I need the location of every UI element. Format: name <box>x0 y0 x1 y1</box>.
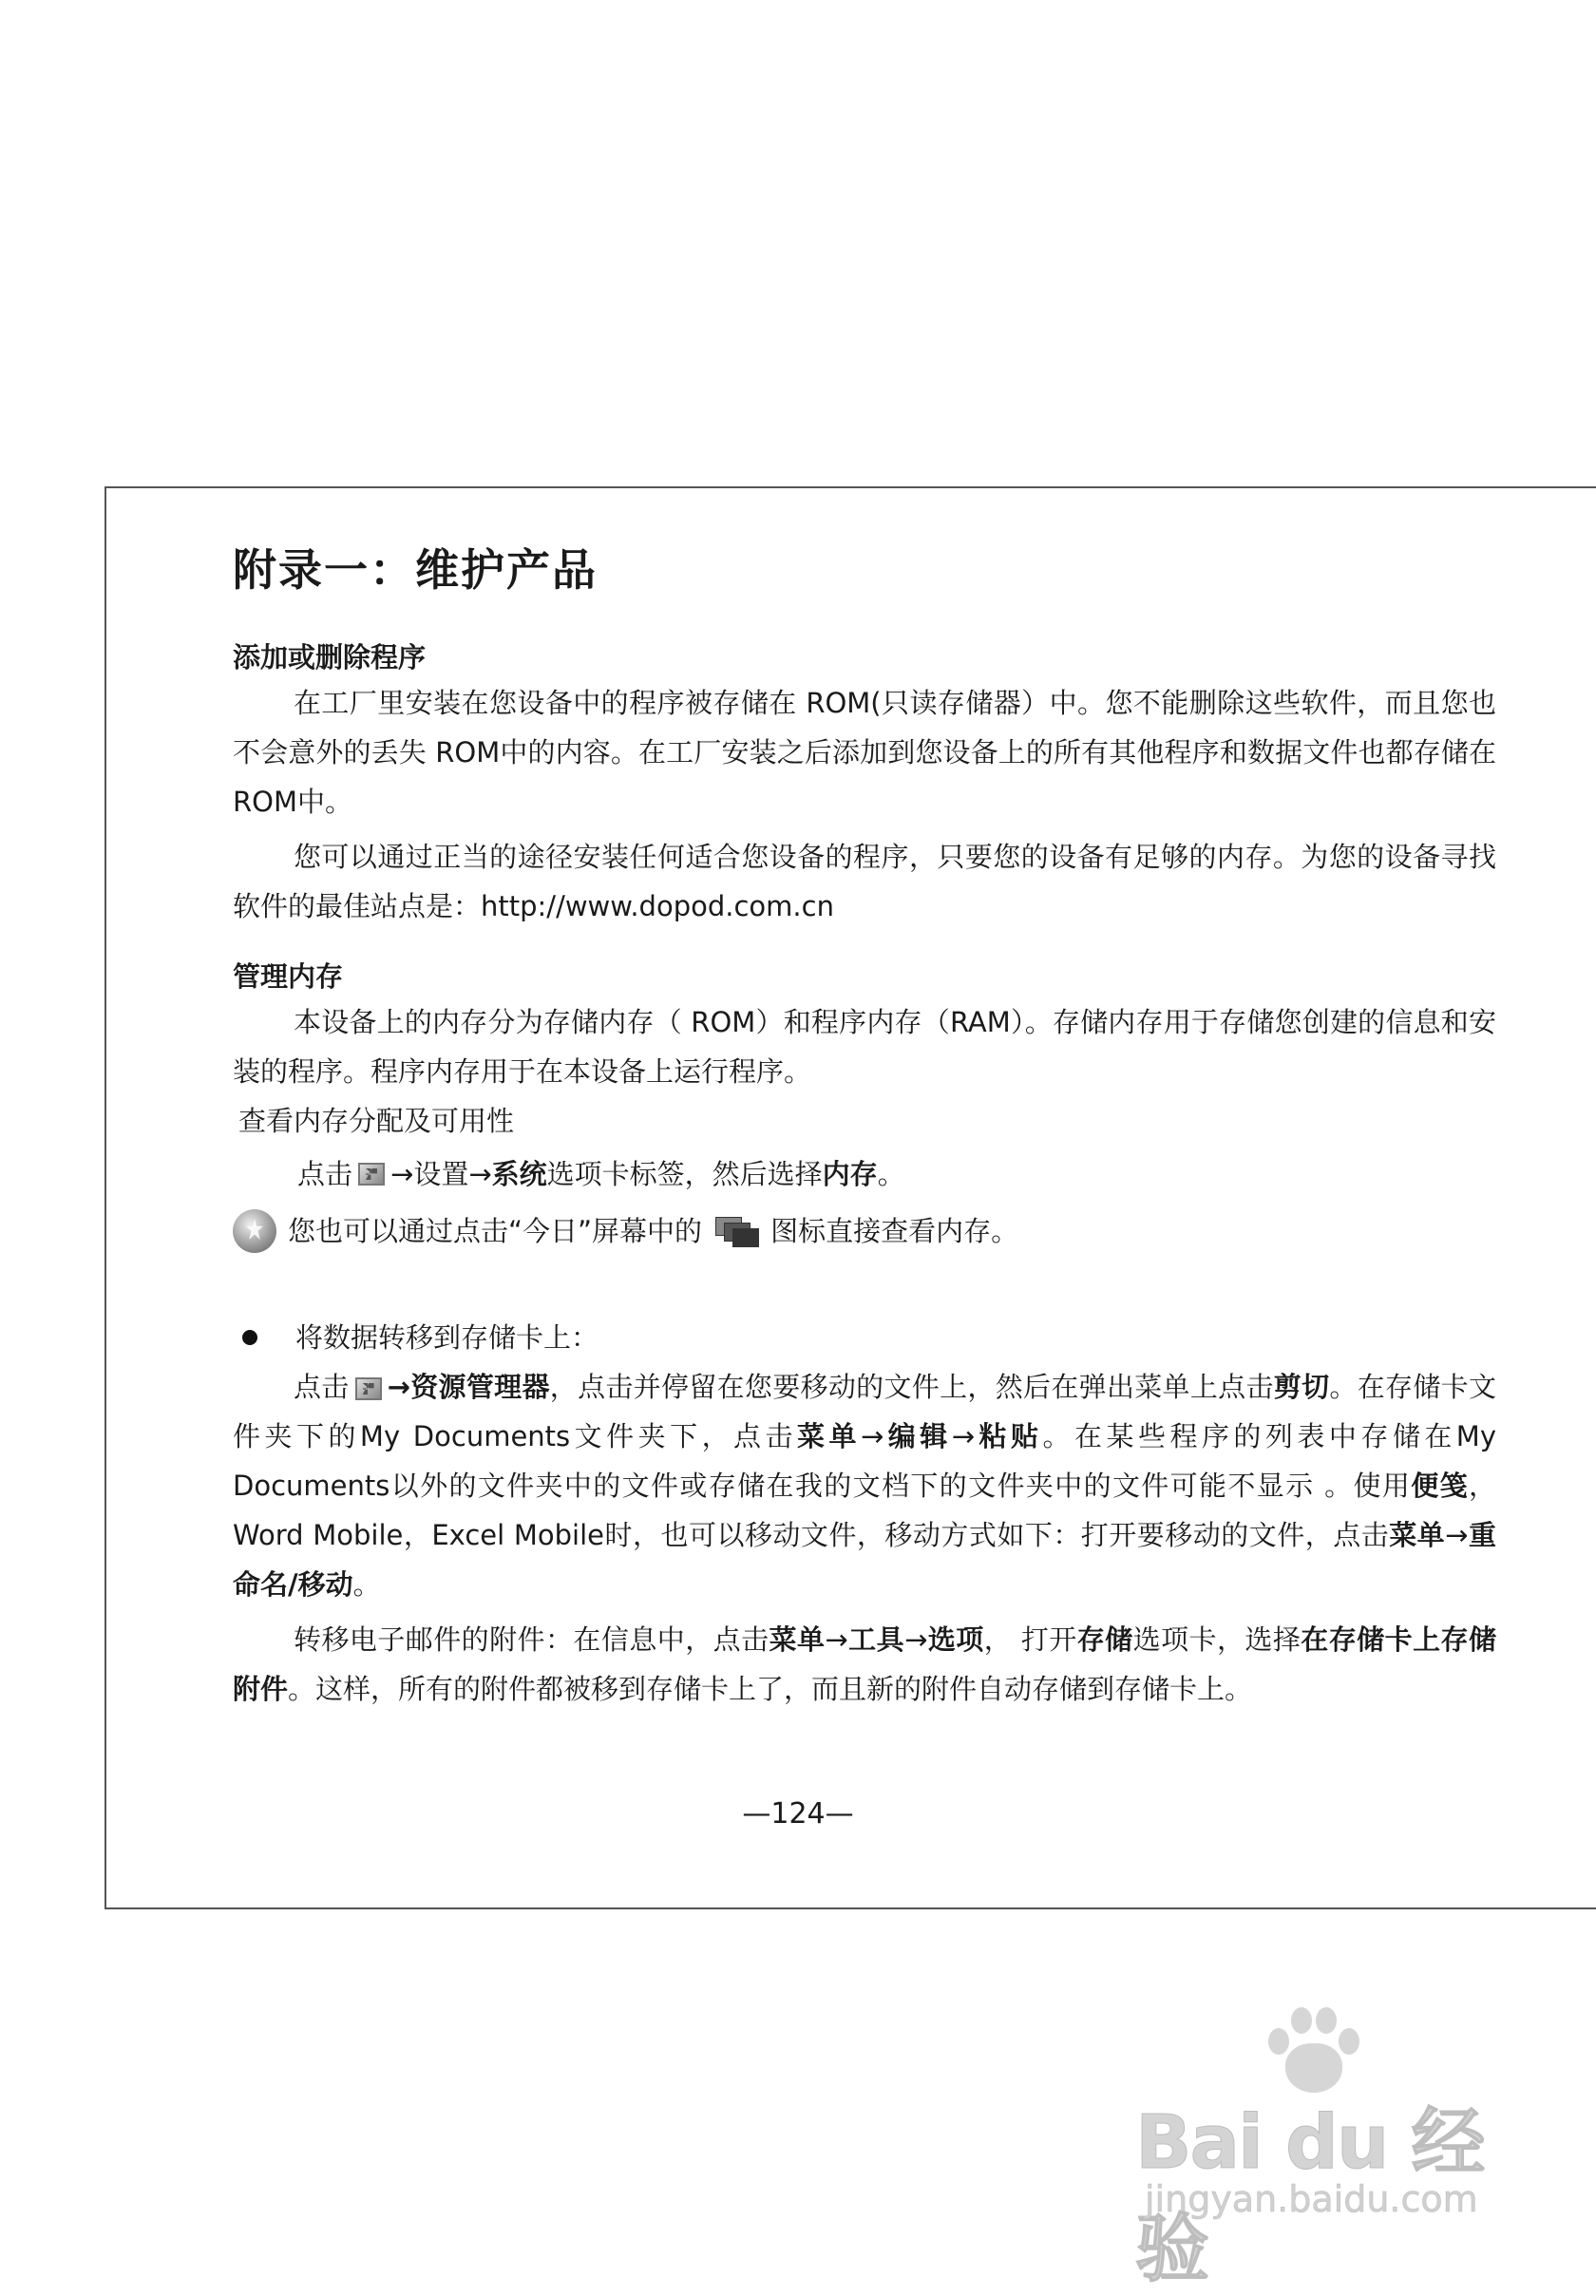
text-run: 菜单 <box>769 1623 826 1656</box>
subheading-memory-check: 查看内存分配及可用性 <box>238 1105 515 1137</box>
paragraph-install: 您可以通过正当的途径安装任何适合您设备的程序，只要您的设备有足够的内存。为您的设备寻找软件的最佳站点是：http://www.dopod.com.cn <box>233 841 1496 922</box>
text-run: 菜单 <box>1389 1519 1446 1551</box>
step-text-memory: 内存 <box>822 1158 878 1190</box>
text-run: 。这样，所有的附件都被移到存储卡上了，而且新的附件自动存储到存储卡上。 <box>288 1673 1253 1705</box>
text-run: 选项 <box>927 1623 984 1656</box>
tip-row <box>233 1203 1496 1260</box>
page-number: —124— <box>742 1797 854 1831</box>
text-run: → <box>861 1420 884 1452</box>
text-run: 。 <box>352 1568 381 1601</box>
bullet-transfer <box>242 1313 1496 1362</box>
watermark-url: jingyan.baidu.com <box>1145 2178 1478 2220</box>
text-run: 点击 <box>294 1371 350 1403</box>
section-heading-add-remove: 添加或删除程序 <box>233 641 427 674</box>
text-run: 粘贴 <box>975 1420 1043 1452</box>
text-run: → <box>1445 1519 1469 1551</box>
tip-text-post: 图标直接查看内存。 <box>770 1215 1019 1247</box>
page-title: 附录一：维护产品 <box>233 544 598 596</box>
text-run: ，点击并停留在您要移动的文件上，然后在弹出菜单上点击 <box>549 1371 1274 1403</box>
step-text-settings: →设置→ <box>390 1158 492 1190</box>
text-run: 菜单 <box>797 1420 861 1452</box>
section-heading-memory: 管理内存 <box>233 960 344 993</box>
step-text-end: 。 <box>877 1158 905 1190</box>
text-run: 存储 <box>1076 1623 1133 1656</box>
watermark-brand: Bai du 经验 <box>1135 2100 1484 2292</box>
text-run: → <box>825 1623 848 1656</box>
memory-cards-icon <box>715 1217 757 1245</box>
text-run: ，Word Mobile，Excel Mobile时，也可以移动文件，移动方式如下：打开要移动的文件，点击 <box>233 1470 1496 1551</box>
paragraph-attachments <box>233 1615 1496 1714</box>
text-run: 在存储卡上存储附件 <box>233 1623 1496 1705</box>
text-run: 重命名/移动 <box>233 1519 1496 1601</box>
text-run: 转移电子邮件的附件：在信息中，点击 <box>294 1623 770 1656</box>
paragraph-transfer <box>233 1362 1496 1609</box>
paragraph-memory: 本设备上的内存分为存储内存（ ROM）和程序内存（RAM）。存储内存用于存储您创建的信息和安装的程序。程序内存用于在本设备上运行程序。 <box>233 1006 1496 1088</box>
page-content <box>233 532 1496 1714</box>
step-text-system: 系统 <box>491 1158 547 1190</box>
tip-text-pre: 您也可以通过点击“今日”屏幕中的 <box>288 1215 703 1247</box>
bullet-dot-icon <box>242 1330 257 1345</box>
text-run: 便笺 <box>1411 1470 1469 1502</box>
start-menu-icon <box>355 1377 382 1400</box>
step-text-tab: 选项卡标签，然后选择 <box>546 1158 823 1190</box>
text-run: ， 打开 <box>983 1623 1077 1656</box>
tip-icon <box>233 1209 276 1253</box>
paragraph-rom: 在工厂里安装在您设备中的程序被存储在 ROM(只读存储器）中。您不能删除这些软件，而且您也不会意外的丢失 ROM中的内容。在工厂安装之后添加到您设备上的所有其他程序和数据文件也都存储在ROM中。 <box>233 687 1496 818</box>
bullet-text: 将数据转移到存储卡上： <box>295 1321 599 1354</box>
step-text-pre: 点击 <box>297 1158 353 1190</box>
text-run: →资源管理器 <box>387 1371 550 1403</box>
text-run: → <box>904 1623 928 1656</box>
text-run: 工具 <box>847 1623 905 1656</box>
baidu-watermark <box>1135 2000 1534 2292</box>
text-run: 。在存储卡文件夹下的My Documents文件夹下，点击 <box>233 1371 1496 1452</box>
text-run: → <box>951 1420 976 1452</box>
start-menu-icon <box>358 1163 385 1186</box>
text-run: 。在某些程序的列表中存储在My Documents以外的文件夹中的文件或存储在我的文档下的文件夹中的文件可能不显示 。使用 <box>233 1420 1496 1502</box>
step-check-memory <box>297 1146 1496 1203</box>
text-run: 编辑 <box>884 1420 952 1452</box>
text-run: 选项卡，选择 <box>1132 1623 1302 1656</box>
text-run: 剪切 <box>1273 1371 1330 1403</box>
